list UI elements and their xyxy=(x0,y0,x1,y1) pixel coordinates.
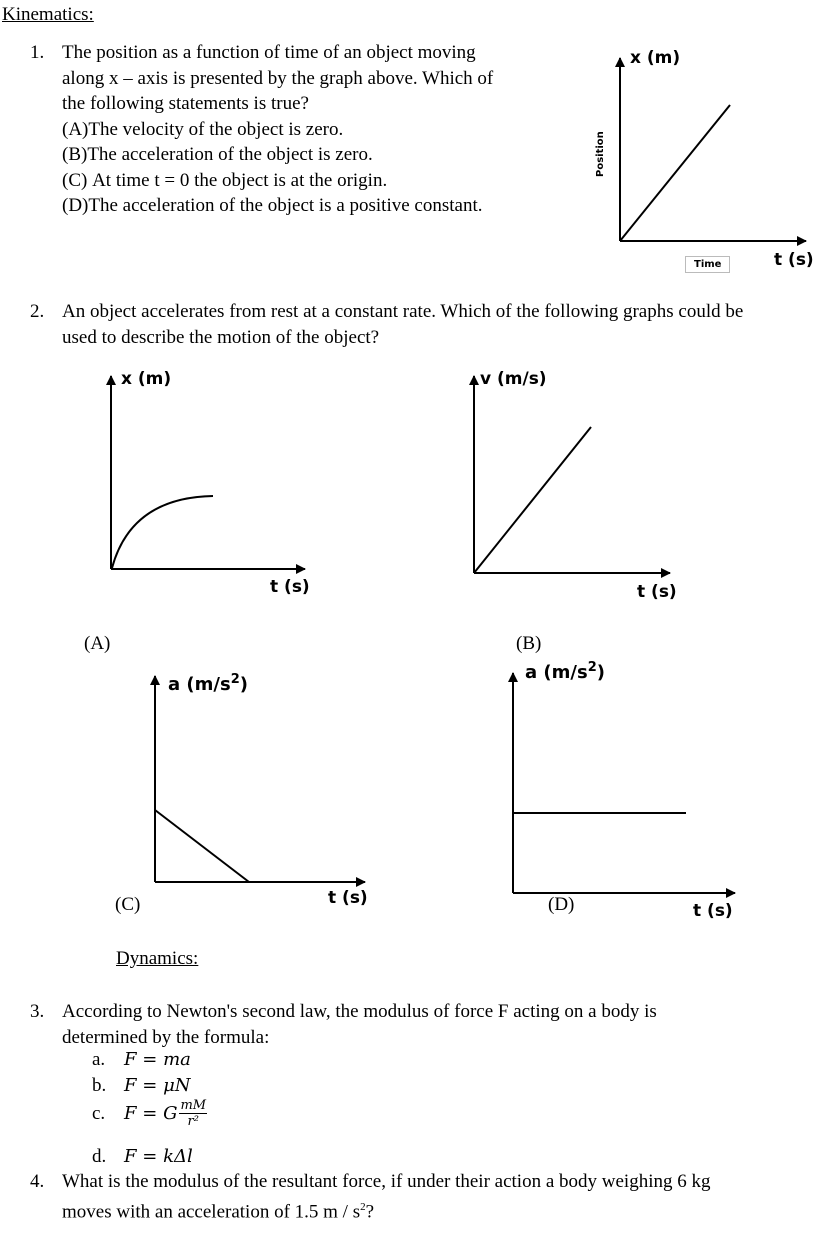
option-text: The acceleration of the object is a positive constant. xyxy=(88,195,483,216)
option-letter: b. xyxy=(92,1075,107,1096)
question-4-line2-end: ? xyxy=(365,1200,375,1222)
graph-c-y-label-end: ) xyxy=(239,674,248,695)
formula-rhs: kΔl xyxy=(163,1146,193,1168)
formula-eq: = xyxy=(142,1075,158,1097)
graph-a-option-label: (A) xyxy=(84,633,111,654)
question-3-option-d xyxy=(92,1144,193,1170)
graph-d-y-label-sup: 2 xyxy=(587,660,597,675)
section-heading-dynamics: Dynamics: xyxy=(116,948,199,969)
question-3-line: determined by the formula: xyxy=(62,1026,270,1048)
graph-c-y-label xyxy=(168,672,248,695)
graph-d-y-label-base: a (m/s xyxy=(525,662,588,683)
q1-y-axis-label: x (m) xyxy=(630,48,681,68)
option-letter: d. xyxy=(92,1146,107,1167)
formula-rhs: G xyxy=(163,1103,178,1124)
graph-b-line xyxy=(474,427,591,573)
question-4-number: 4. xyxy=(30,1171,45,1192)
graph-d-y-label-end: ) xyxy=(596,662,605,683)
option-label: (D) xyxy=(62,195,89,216)
formula xyxy=(124,1099,207,1129)
graph-d-x-label: t (s) xyxy=(693,901,733,921)
graph-c-option-label: (C) xyxy=(115,894,141,915)
graph-a-y-label: x (m) xyxy=(121,369,172,389)
q1-x-axis-title: Time xyxy=(685,256,730,273)
graph-d-y-label xyxy=(525,660,605,683)
graph-c-y-label-sup: 2 xyxy=(230,672,240,687)
question-3-option-a xyxy=(92,1047,191,1073)
question-2-text xyxy=(62,299,743,350)
formula-rhs: ma xyxy=(163,1049,191,1071)
option-letter: c. xyxy=(92,1103,106,1125)
formula-lhs: F xyxy=(124,1075,137,1097)
option-label: (B) xyxy=(62,144,88,165)
q1-y-axis-title: Position xyxy=(595,131,606,177)
question-3-option-b xyxy=(92,1073,191,1099)
q1-position-graph xyxy=(620,58,806,241)
graph-b xyxy=(474,376,670,573)
question-1-line: The position as a function of time of an object moving xyxy=(62,42,476,63)
option-letter: a. xyxy=(92,1049,106,1070)
question-2-line: used to describe the motion of the object? xyxy=(62,326,380,348)
question-3-text xyxy=(62,999,657,1050)
graph-a-x-label: t (s) xyxy=(270,577,310,597)
graph-c-x-label: t (s) xyxy=(328,888,368,908)
fraction-denominator: r² xyxy=(187,1114,199,1129)
graph-c xyxy=(155,676,365,882)
graph-a xyxy=(111,376,305,569)
section-heading-kinematics: Kinematics: xyxy=(2,4,94,25)
question-4-line2-sup: 2 xyxy=(360,1200,366,1213)
graph-c-y-label-base: a (m/s xyxy=(168,674,231,695)
option-text: The acceleration of the object is zero. xyxy=(87,144,373,165)
formula-rhs: μN xyxy=(163,1075,191,1097)
q1-line xyxy=(620,105,730,241)
question-1-line: the following statements is true? xyxy=(62,93,309,114)
question-2-number: 2. xyxy=(30,301,45,322)
graph-d-option-label: (D) xyxy=(548,894,575,915)
question-4-text xyxy=(62,1169,710,1224)
formula-eq: = xyxy=(142,1049,158,1071)
question-2-line: An object accelerates from rest at a constant rate. Which of the following graphs could be xyxy=(62,301,744,322)
formula-lhs: F xyxy=(124,1103,137,1124)
option-text: The velocity of the object is zero. xyxy=(88,118,344,140)
question-3-line: According to Newton's second law, the modulus of force F acting on a body is xyxy=(62,1001,657,1022)
graph-b-y-label: v (m/s) xyxy=(480,369,547,389)
option-label: (C) xyxy=(62,169,88,191)
formula xyxy=(124,1075,191,1096)
question-1-line: along x – axis is presented by the graph above. Which of xyxy=(62,67,494,89)
fraction-numerator: mM xyxy=(180,1098,207,1113)
graph-d xyxy=(513,673,735,893)
graph-b-x-label: t (s) xyxy=(637,582,677,602)
formula-fraction xyxy=(179,1099,207,1129)
formula xyxy=(124,1146,193,1167)
graph-c-line xyxy=(155,810,249,882)
question-3-option-c xyxy=(92,1099,207,1129)
question-3-number: 3. xyxy=(30,1001,45,1022)
question-4-line2-text: moves with an acceleration of 1.5 m / s xyxy=(62,1200,361,1222)
option-text: At time t = 0 the object is at the origin. xyxy=(92,169,388,191)
graph-b-option-label: (B) xyxy=(516,633,542,654)
graph-a-curve xyxy=(112,496,213,568)
formula-eq: = xyxy=(142,1146,158,1168)
question-4-line xyxy=(62,1195,710,1225)
question-1-number: 1. xyxy=(30,42,45,63)
q1-x-axis-label: t (s) xyxy=(774,250,814,270)
formula xyxy=(124,1049,191,1070)
formula-lhs: F xyxy=(124,1049,137,1071)
question-4-line: What is the modulus of the resultant force, if under their action a body weighing 6 kg xyxy=(62,1171,711,1192)
formula-lhs: F xyxy=(124,1146,137,1168)
option-label: (A) xyxy=(62,118,89,140)
formula-eq: = xyxy=(142,1103,158,1124)
